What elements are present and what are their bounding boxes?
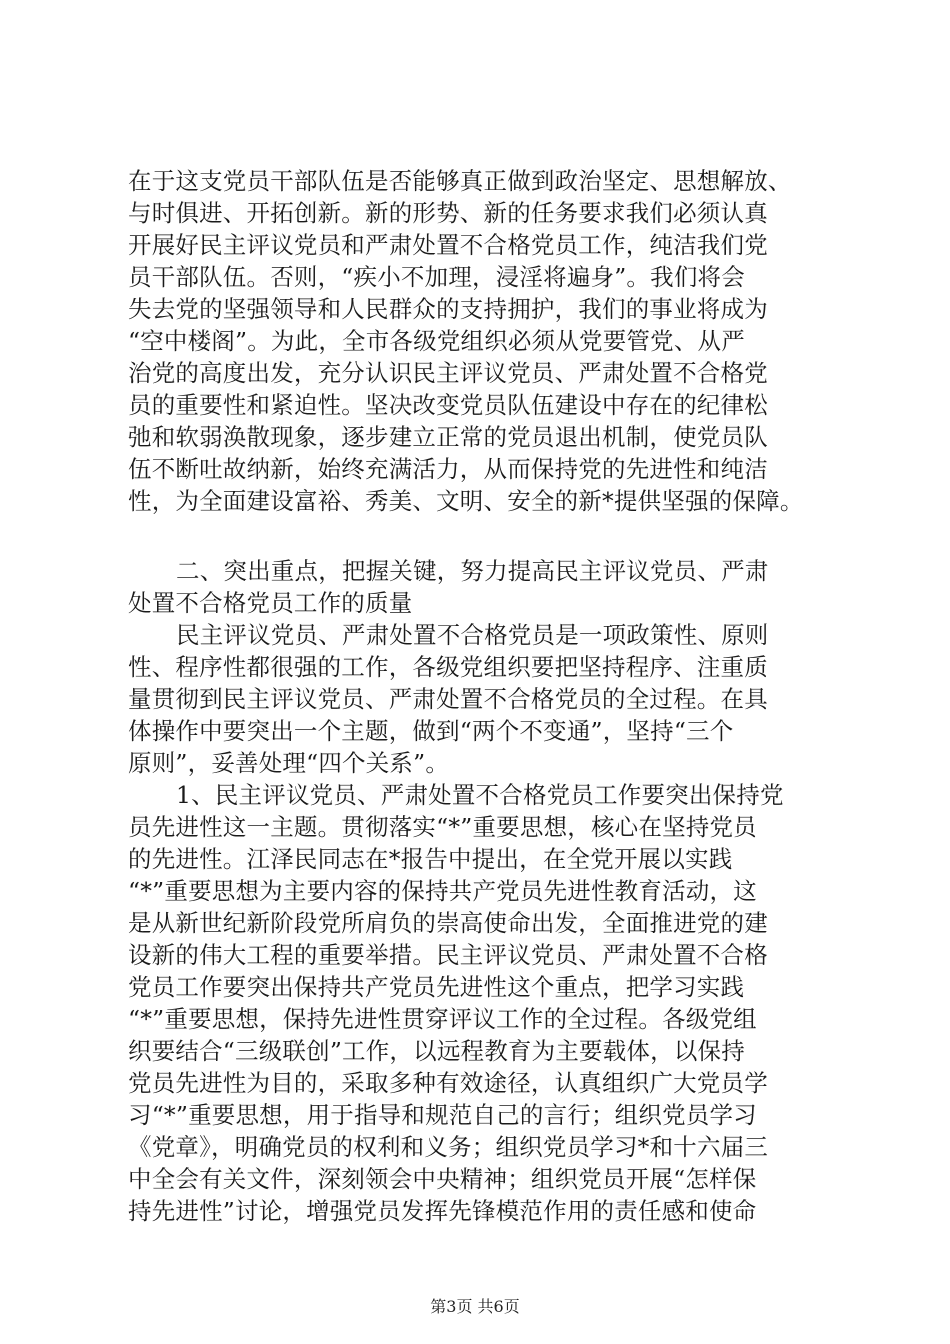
text-line: 持先进性”讨论，增强党员发挥先锋模范作用的责任感和使命 (128, 1197, 757, 1225)
text-line: 员干部队伍。否则，“疾小不加理，浸淫将遍身”。我们将会 (128, 263, 745, 291)
text-line: 民主评议党员、严肃处置不合格党员是一项政策性、原则 (176, 621, 769, 649)
paragraph (128, 779, 848, 1227)
text-line: 与时俱进、开拓创新。新的形势、新的任务要求我们必须认真 (128, 199, 768, 227)
text-line: “空中楼阁”。为此，全市各级党组织必须从党要管党、从严 (128, 327, 745, 355)
text-line: 治党的高度出发，充分认识民主评议党员、严肃处置不合格党 (128, 359, 768, 387)
text-line: 性，为全面建设富裕、秀美、文明、安全的新*提供坚强的保障。 (128, 487, 804, 515)
section-heading (128, 555, 848, 619)
text-line: 在于这支党员干部队伍是否能够真正做到政治坚定、思想解放、 (128, 167, 792, 195)
heading-line: 处置不合格党员工作的质量 (128, 589, 413, 617)
text-line: 员先进性这一主题。贯彻落实“*”重要思想，核心在坚持党员 (128, 813, 757, 841)
paragraph (128, 619, 848, 779)
text-line: 性、程序性都很强的工作，各级党组织要把坚持程序、注重质 (128, 653, 768, 681)
document-body (128, 165, 848, 1227)
text-line: 1、民主评议党员、严肃处置不合格党员工作要突出保持党 (176, 781, 784, 809)
text-line: 《党章》，明确党员的权利和义务；组织党员学习*和十六届三 (128, 1133, 769, 1161)
text-line: 中全会有关文件，深刻领会中央精神；组织党员开展“怎样保 (128, 1165, 757, 1193)
text-line: 量贯彻到民主评议党员、严肃处置不合格党员的全过程。在具 (128, 685, 768, 713)
paragraph-spacer (128, 517, 848, 555)
text-line: 原则”，妥善处理“四个关系”。 (128, 749, 450, 777)
text-line: 失去党的坚强领导和人民群众的支持拥护，我们的事业将成为 (128, 295, 768, 323)
text-line: 体操作中要突出一个主题，做到“两个不变通”，坚持“三个 (128, 717, 734, 745)
text-line: 是从新世纪新阶段党所肩负的崇高使命出发，全面推进党的建 (128, 909, 768, 937)
paragraph-continued (128, 165, 848, 517)
text-line: 伍不断吐故纳新，始终充满活力，从而保持党的先进性和纯洁 (128, 455, 768, 483)
text-line: 习“*”重要思想，用于指导和规范自己的言行；组织党员学习 (128, 1101, 757, 1129)
page-number-footer: 第3页 共6页 (430, 1297, 520, 1316)
text-line: 党员先进性为目的，采取多种有效途径，认真组织广大党员学 (128, 1069, 768, 1097)
text-line: 党员工作要突出保持共产党员先进性这个重点，把学习实践 (128, 973, 745, 1001)
text-line: “*”重要思想，保持先进性贯穿评议工作的全过程。各级党组 (128, 1005, 757, 1033)
text-line: 的先进性。江泽民同志在*报告中提出，在全党开展以实践 (128, 845, 733, 873)
text-line: 织要结合“三级联创”工作，以远程教育为主要载体，以保持 (128, 1037, 745, 1065)
text-line: 开展好民主评议党员和严肃处置不合格党员工作，纯洁我们党 (128, 231, 768, 259)
text-line: 设新的伟大工程的重要举措。民主评议党员、严肃处置不合格 (128, 941, 768, 969)
text-line: 员的重要性和紧迫性。坚决改变党员队伍建设中存在的纪律松 (128, 391, 768, 419)
text-line: 弛和软弱涣散现象，逐步建立正常的党员退出机制，使党员队 (128, 423, 768, 451)
text-line: “*”重要思想为主要内容的保持共产党员先进性教育活动，这 (128, 877, 757, 905)
heading-line: 二、突出重点，把握关键，努力提高民主评议党员、严肃 (176, 557, 769, 585)
